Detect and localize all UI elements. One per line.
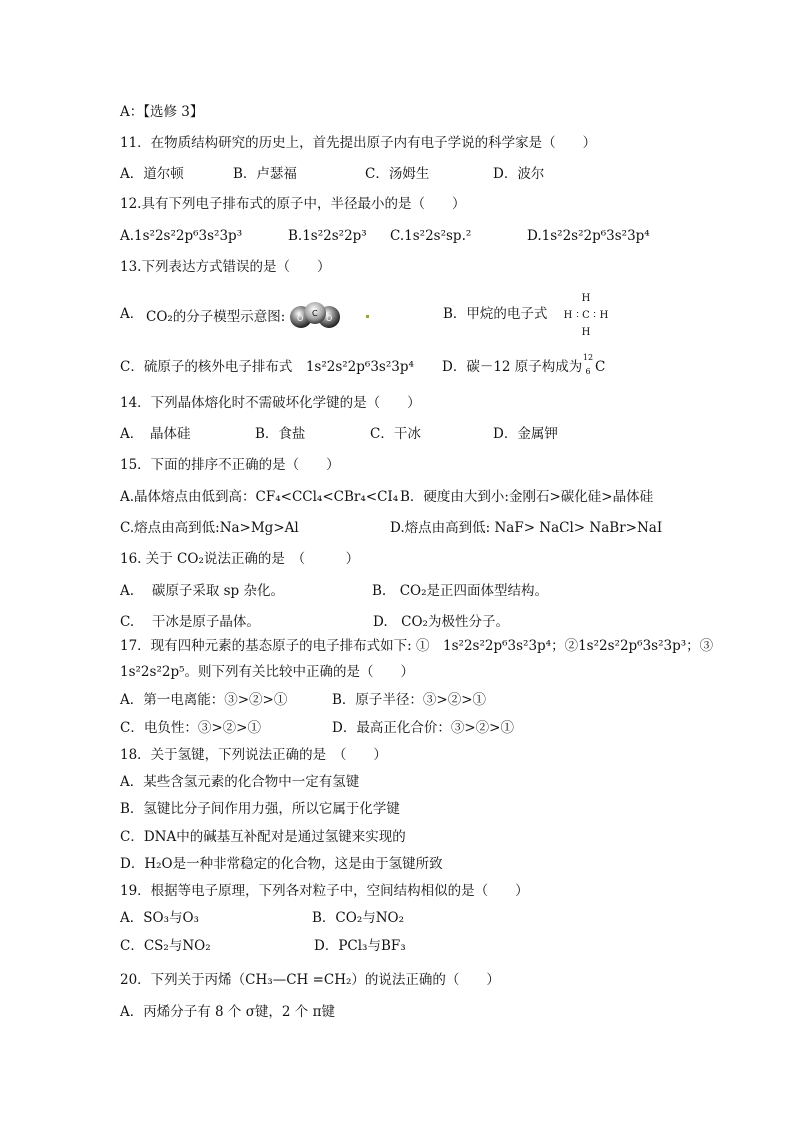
q19-option-d: D．PCl₃与BF₃ (314, 938, 406, 954)
co2-model-o-right: O (326, 314, 333, 323)
methane-c-center: C (582, 310, 590, 321)
q11-option-b: B．卢瑟福 (233, 166, 297, 182)
stray-dot (366, 315, 369, 318)
q18-option-a: A．某些含氢元素的化合物中一定有氢键 (120, 774, 360, 790)
co2-model-o-left: O (297, 314, 304, 323)
methane-dots-left: ∶ (576, 310, 579, 321)
q14-option-a: A． 晶体硅 (120, 426, 191, 442)
q12-option-b: B.1s²2s²2p³ (288, 228, 367, 244)
q14-option-d: D．金属钾 (493, 426, 558, 442)
q16-option-a: A. 碳原子采取 sp 杂化。 (120, 583, 284, 599)
q18-option-d: D．H₂O是一种非常稳定的化合物，这是由于氢键所致 (120, 856, 443, 872)
q14-option-c: C．干冰 (370, 426, 421, 442)
q13-option-c: C．硫原子的核外电子排布式 1s²2s²2p⁶3s²3p⁴ (120, 359, 414, 375)
q17-option-a: A．第一电离能：③>②>① (120, 692, 288, 708)
q19-option-b: B．CO₂与NO₂ (312, 910, 405, 926)
methane-h-right: H (599, 310, 609, 321)
methane-dots-right: ∶ (593, 310, 596, 321)
q16-option-b: B. CO₂是正四面体型结构。 (372, 583, 549, 599)
q17-stem-line2: 1s²2s²2p⁵。则下列有关比较中正确的是（ ） (120, 664, 415, 680)
section-heading: A：【选修 3】 (120, 104, 204, 120)
q20-stem: 20．下列关于丙烯（CH₃—CH =CH₂）的说法正确的（ ） (120, 972, 500, 988)
q13-option-d-text: D．碳－12 原子构成为 (442, 359, 583, 375)
q20-option-a: A．丙烯分子有 8 个 σ键，2 个 π键 (120, 1004, 335, 1020)
q17-stem-line1: 17．现有四种元素的基态原子的电子排布式如下: ① 1s²2s²2p⁶3s²3p⁴；②1s²2s²2p⁶3s²3p³；③ (120, 638, 714, 654)
q16-option-c: C. 干冰是原子晶体。 (120, 614, 260, 630)
q19-stem: 19．根据等电子原理，下列各对粒子中，空间结构相似的是（ ） (120, 883, 529, 899)
q17-option-c: C．电负性：③>②>① (120, 720, 261, 736)
q13-option-a-label: A． (120, 306, 144, 322)
methane-h-left: H (563, 310, 573, 321)
q11-option-c: C．汤姆生 (365, 166, 430, 182)
q15-option-d: D.熔点由高到低: NaF> NaCl> NaBr>NaI (390, 520, 663, 536)
q15-option-a: A.晶体熔点由低到高：CF₄<CCl₄<CBr₄<CI₄ (120, 489, 399, 505)
q17-option-d: D．最高正化合价：③>②>① (332, 720, 514, 736)
q13-nuclide-number: 6 (585, 367, 591, 376)
q15-stem: 15．下面的排序不正确的是（ ） (120, 457, 340, 473)
q19-option-a: A．SO₃与O₃ (120, 910, 199, 926)
q12-option-a: A.1s²2s²2p⁶3s²3p³ (120, 228, 243, 244)
q13-stem: 13.下列表达方式错误的是（ ） (120, 259, 331, 275)
q11-option-d: D．波尔 (493, 166, 545, 182)
q18-option-c: C．DNA中的碱基互补配对是通过氢键来实现的 (120, 829, 406, 845)
q14-option-b: B．食盐 (255, 426, 306, 442)
q11-option-a: A．道尔顿 (120, 166, 184, 182)
co2-model-icon (289, 300, 341, 330)
q12-option-d: D.1s²2s²2p⁶3s²3p⁴ (527, 228, 650, 244)
q16-stem: 16. 关于 CO₂说法正确的是 （ ） (120, 551, 360, 567)
q15-option-c: C.熔点由高到低:Na>Mg>Al (120, 520, 299, 536)
q13-nuclide-symbol: C (595, 359, 606, 375)
q11-stem: 11．在物质结构研究的历史上，首先提出原子内有电子学说的科学家是（ ） (120, 135, 597, 151)
q18-stem: 18．关于氢键，下列说法正确的是 （ ） (120, 747, 387, 763)
q12-option-c: C.1s²2s²sp.² (390, 228, 472, 244)
methane-h-top: H (581, 293, 591, 304)
q14-stem: 14．下列晶体熔化时不需破坏化学键的是（ ） (120, 395, 421, 411)
q19-option-c: C．CS₂与NO₂ (120, 938, 211, 954)
co2-model-c: C (312, 309, 318, 318)
q15-option-b: B．硬度由大到小:金刚石>碳化硅>晶体硅 (400, 489, 654, 505)
q17-option-b: B．原子半径：③>②>① (332, 692, 487, 708)
q16-option-d: D. CO₂为极性分子。 (373, 614, 509, 630)
q12-stem: 12.具有下列电子排布式的原子中，半径最小的是（ ） (120, 196, 466, 212)
q13-option-b-text: B．甲烷的电子式 (443, 306, 548, 322)
q18-option-b: B．氢键比分子间作用力强，所以它属于化学键 (120, 801, 400, 817)
q13-option-a-text: CO₂的分子模型示意图: (146, 309, 286, 325)
q13-nuclide-mass: 12 (582, 353, 594, 362)
methane-h-bottom: H (581, 327, 591, 338)
